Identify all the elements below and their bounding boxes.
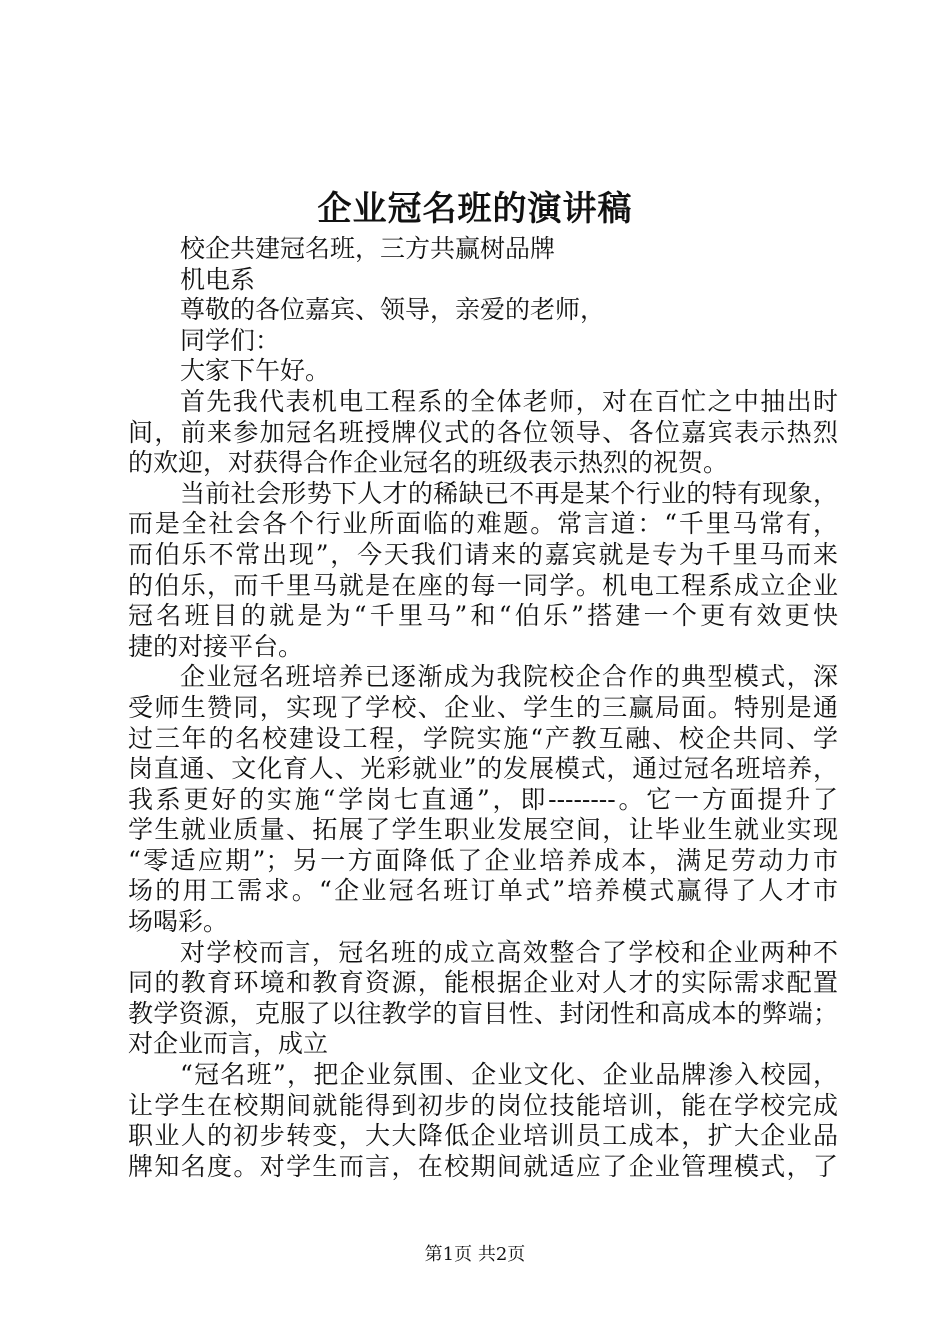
greeting-line: 大家下午好。 (180, 356, 331, 386)
paragraph-line: 学生就业质量、拓展了学生职业发展空间，让毕业生就业实现 (128, 815, 838, 845)
department-line: 机电系 (180, 264, 256, 294)
paragraph-line: 当前社会形势下人才的稀缺已不再是某个行业的特有现象， (180, 478, 838, 508)
paragraph-line: 我系更好的实施“学岗七直通”，即--------。它一方面提升了 (128, 784, 838, 814)
paragraph-line: “冠名班”，把企业氛围、企业文化、企业品牌渗入校园， (180, 1060, 838, 1090)
paragraph-line: 而伯乐不常出现”，今天我们请来的嘉宾就是专为千里马而来 (128, 539, 838, 569)
paragraph-line: 对学校而言，冠名班的成立高效整合了学校和企业两种不 (180, 937, 838, 967)
document-body (128, 234, 838, 1182)
paragraph-line: 岗直通、文化育人、光彩就业”的发展模式，通过冠名班培养， (128, 754, 838, 784)
paragraph-line: 的伯乐，而千里马就是在座的每一同学。机电工程系成立企业 (128, 570, 838, 600)
paragraph-line: 的欢迎，对获得合作企业冠名的班级表示热烈的祝贺。 (128, 448, 729, 478)
paragraph-line: 受师生赞同，实现了学校、企业、学生的三赢局面。特别是通 (128, 692, 838, 722)
paragraph-line: 牌知名度。对学生而言，在校期间就适应了企业管理模式，了 (128, 1151, 838, 1181)
paragraph-line: 让学生在校期间就能得到初步的岗位技能培训，能在学校完成 (128, 1090, 838, 1120)
salutation-line: 同学们： (180, 325, 281, 355)
paragraph-line: 企业冠名班培养已逐渐成为我院校企合作的典型模式，深 (180, 662, 838, 692)
paragraph-line: 职业人的初步转变，大大降低企业培训员工成本，扩大企业品 (128, 1121, 838, 1151)
paragraph-line: 场的用工需求。“企业冠名班订单式”培养模式赢得了人才市 (128, 876, 838, 906)
paragraph-line: 场喝彩。 (128, 907, 229, 937)
subtitle-line: 校企共建冠名班，三方共赢树品牌 (180, 234, 556, 263)
paragraph-line: 间，前来参加冠名班授牌仪式的各位领导、各位嘉宾表示热烈 (128, 417, 838, 447)
paragraph-line: 首先我代表机电工程系的全体老师，对在百忙之中抽出时 (180, 386, 838, 416)
page-footer: 第1页 共2页 (424, 1244, 526, 1265)
paragraph-line: “零适应期”；另一方面降低了企业培养成本，满足劳动力市 (128, 845, 838, 875)
paragraph-line: 过三年的名校建设工程，学院实施“产教互融、校企共同、学 (128, 723, 838, 753)
salutation-line: 尊敬的各位嘉宾、领导，亲爱的老师， (180, 295, 606, 325)
document-title: 企业冠名班的演讲稿 (317, 189, 633, 229)
paragraph-line: 对企业而言，成立 (128, 1029, 329, 1059)
paragraph-line: 捷的对接平台。 (128, 631, 304, 661)
paragraph-line: 而是全社会各个行业所面临的难题。常言道：“千里马常有， (128, 509, 838, 539)
paragraph-line: 教学资源，克服了以往教学的盲目性、封闭性和高成本的弊端； (128, 998, 838, 1028)
paragraph-line: 冠名班目的就是为“千里马”和“伯乐”搭建一个更有效更快 (128, 601, 838, 631)
paragraph-line: 同的教育环境和教育资源，能根据企业对人才的实际需求配置 (128, 968, 838, 998)
